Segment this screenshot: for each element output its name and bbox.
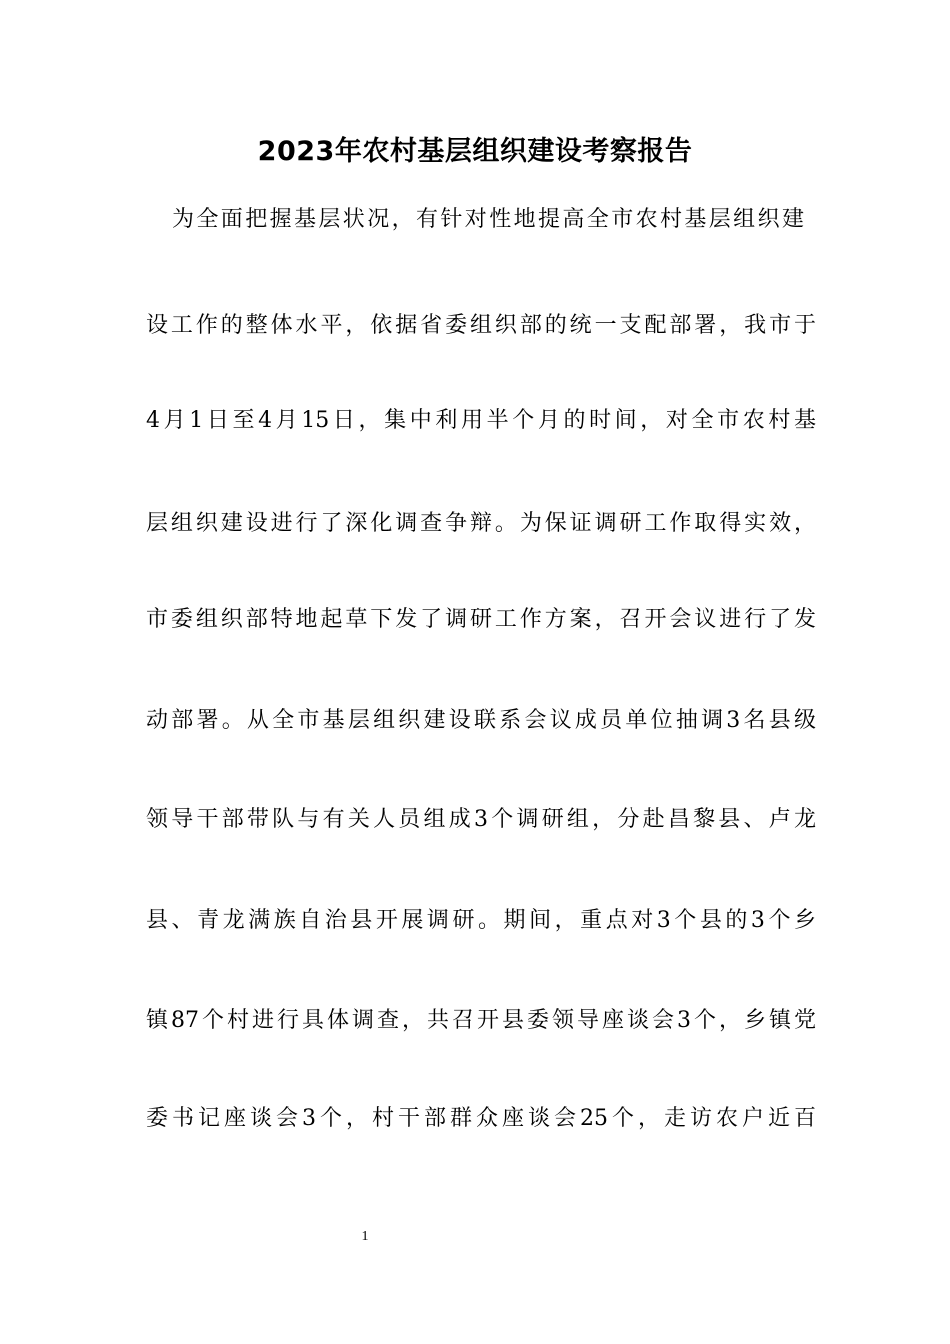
paragraph-line: 领导干部带队与有关人员组成3个调研组，分赴昌黎县、卢龙 bbox=[146, 807, 816, 832]
paragraph-line: 动部署。从全市基层组织建设联系会议成员单位抽调3名县级 bbox=[146, 708, 816, 733]
paragraph-line: 委书记座谈会3个，村干部群众座谈会25个，走访农户近百 bbox=[146, 1106, 816, 1131]
paragraph-line: 设工作的整体水平，依据省委组织部的统一支配部署，我市于 bbox=[146, 313, 816, 338]
paragraph-line: 镇87个村进行具体调查，共召开县委领导座谈会3个，乡镇党 bbox=[146, 1008, 816, 1033]
paragraph-line: 市委组织部特地起草下发了调研工作方案，召开会议进行了发 bbox=[146, 607, 816, 632]
document-title: 2023年农村基层组织建设考察报告 bbox=[257, 136, 693, 167]
paragraph-line: 层组织建设进行了深化调查争辩。为保证调研工作取得实效， bbox=[146, 511, 816, 536]
paragraph-line: 县、青龙满族自治县开展调研。期间，重点对3个县的3个乡 bbox=[146, 908, 816, 933]
paragraph-line: 为全面把握基层状况，有针对性地提高全市农村基层组织建 bbox=[172, 207, 804, 232]
page-number: 1 bbox=[361, 1229, 369, 1244]
paragraph-line: 4月1日至4月15日，集中利用半个月的时间，对全市农村基 bbox=[146, 408, 816, 433]
